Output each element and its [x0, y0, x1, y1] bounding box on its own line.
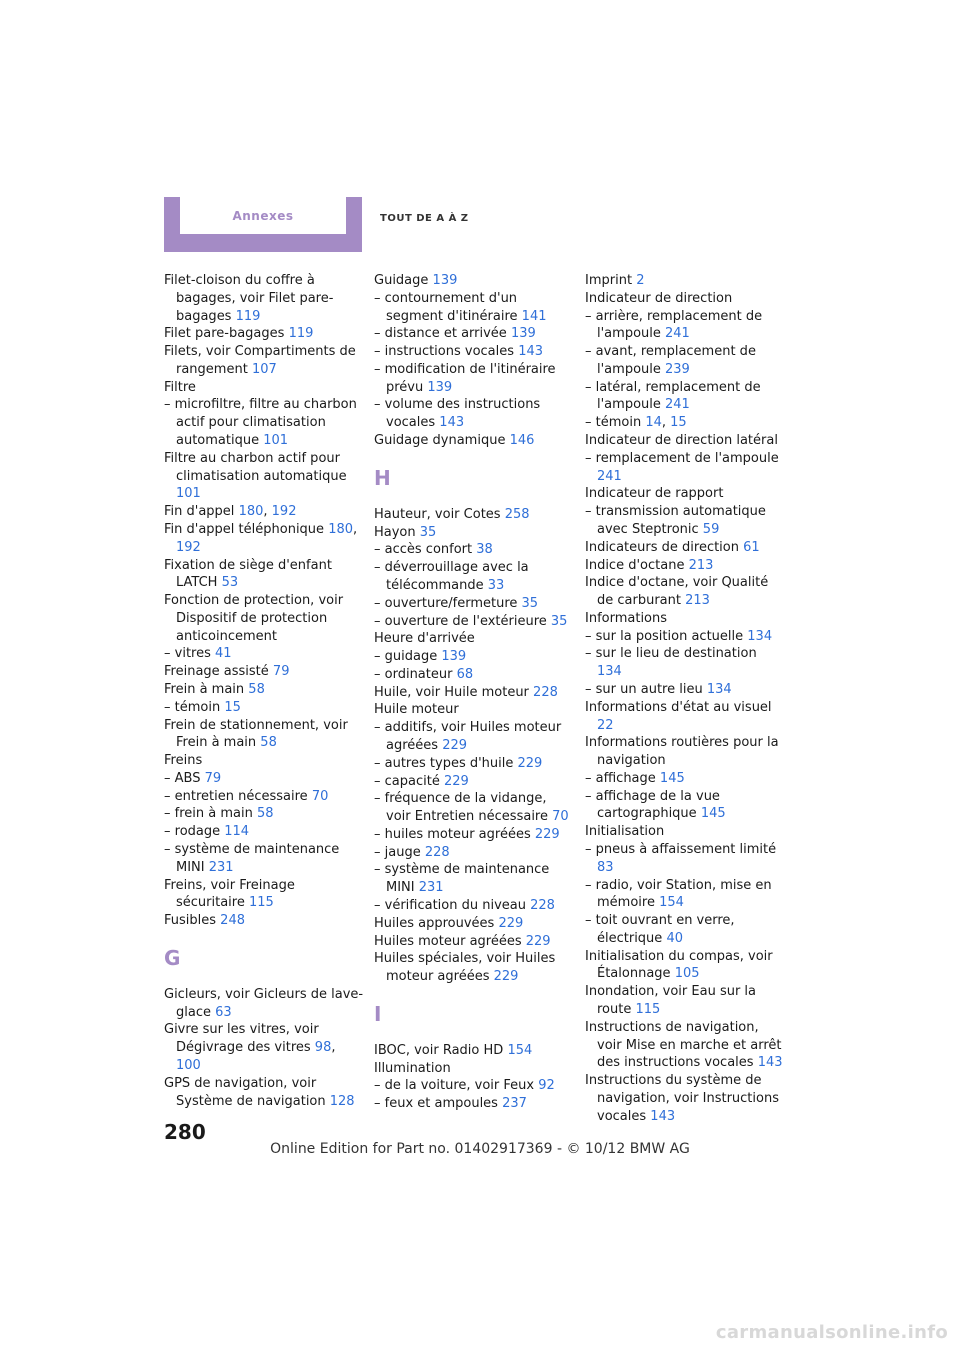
index-entry — [585, 681, 785, 699]
index-entry — [164, 272, 364, 325]
index-entry — [374, 396, 574, 432]
index-entry-text: – rodage — [164, 824, 221, 840]
page-link[interactable]: 139 — [427, 379, 453, 395]
index-entry — [374, 506, 574, 524]
page-link[interactable]: 14 — [645, 415, 662, 431]
section-tab — [164, 197, 362, 252]
index-entry — [585, 308, 785, 344]
index-entry — [374, 826, 574, 844]
page-link[interactable]: 134 — [706, 681, 732, 697]
index-entry-text: – contournement d'un segment d'itinéraire — [374, 290, 518, 324]
index-entry — [585, 1072, 785, 1125]
index-entry — [374, 755, 574, 773]
index-entry — [585, 770, 785, 788]
index-entry — [585, 645, 785, 681]
index-entry-text: Initialisation — [585, 824, 665, 840]
page-link[interactable]: 134 — [747, 628, 773, 644]
index-entry — [585, 610, 785, 628]
index-entry — [585, 557, 785, 575]
page-link[interactable]: 139 — [432, 273, 458, 288]
page-link[interactable]: 33 — [487, 577, 505, 593]
index-entry-text: Informations routières pour la navigation — [585, 735, 779, 769]
page-link[interactable]: 192 — [176, 539, 201, 555]
index-entry-text: – témoin — [585, 415, 642, 431]
index-entry — [585, 539, 785, 557]
section-letter: G — [164, 945, 181, 970]
index-entry: Fin d'appel téléphonique 180, 192 — [164, 521, 358, 555]
index-entry-text: – toit ouvrant en verre, électrique — [585, 913, 735, 946]
page-link[interactable]: 134 — [597, 664, 622, 680]
index-entry-text: – autres types d'huile — [374, 755, 514, 771]
index-entry — [374, 343, 574, 361]
index-entry — [164, 396, 364, 449]
index-entry-text: – système de maintenance MINI — [374, 862, 550, 896]
page-link[interactable]: 229 — [442, 737, 468, 753]
page-link[interactable]: 58 — [260, 735, 277, 751]
index-entry — [164, 450, 364, 503]
page-link[interactable]: 15 — [224, 699, 241, 715]
index-entry — [374, 559, 574, 595]
index-entry-text: Filtre — [164, 379, 196, 395]
section-letter: I — [374, 1001, 382, 1026]
index-entry — [585, 983, 785, 1019]
index-entry-text: – ordinateur — [374, 666, 453, 682]
page-link[interactable]: 241 — [597, 468, 622, 484]
index-entry — [585, 450, 785, 486]
page-link[interactable]: 229 — [443, 773, 469, 789]
index-entry — [585, 485, 785, 503]
index-entry — [374, 524, 574, 542]
page-link[interactable]: 63 — [215, 1004, 232, 1020]
index-entry — [585, 379, 785, 415]
footer-edition: Online Edition for Part no. 01402917369 - © 10/12 BMW AG — [270, 1141, 690, 1157]
index-entry-text: – ouverture de l'extérieure — [374, 613, 547, 629]
index-entry-text: – témoin — [164, 699, 221, 715]
page-link[interactable]: 231 — [208, 859, 234, 875]
index-entry-text: – fréquence de la vidange, voir Entretien nécessaire — [374, 791, 548, 825]
page-link[interactable]: 145 — [659, 770, 685, 786]
index-entry — [164, 788, 364, 806]
index-entry — [585, 343, 785, 379]
index-entry-text: – déverrouillage avec la télécommande — [374, 560, 529, 593]
index-entry-text: Huiles moteur agréées — [374, 933, 522, 949]
index-entry — [374, 719, 574, 755]
index-entry — [585, 699, 785, 735]
index-entry-text: Indice d'octane, voir Qualité de carburant — [585, 575, 769, 609]
index-entry — [164, 823, 364, 841]
index-entry-text: – jauge — [374, 844, 421, 860]
index-entry-text: – vérification du niveau — [374, 898, 526, 913]
page-link[interactable]: 229 — [517, 755, 543, 771]
index-entry-text: Instructions de navigation, voir Mise en marche et arrêt des instructions vocales — [585, 1019, 782, 1071]
page-link[interactable]: 68 — [456, 666, 474, 682]
index-entry-text: Fixation de siège d'enfant LATCH — [164, 557, 332, 591]
index-entry-text: Guidage dynamique — [374, 433, 506, 449]
index-entry-text: – transmission automatique avec Steptronic — [585, 504, 766, 537]
index-entry-text: – pneus à affaissement limité — [585, 842, 777, 857]
index-entry-text: Freins, voir Freinage sécuritaire — [164, 877, 295, 911]
page-link[interactable]: 213 — [688, 557, 714, 573]
index-entry — [374, 325, 574, 343]
page-link[interactable]: 143 — [757, 1055, 783, 1071]
page-link[interactable]: 141 — [521, 308, 547, 324]
page-link[interactable]: 101 — [176, 486, 201, 502]
page-header-title: TOUT DE A À Z — [380, 213, 469, 224]
index-entry-text: Gicleurs, voir Gicleurs de lave-glace — [164, 986, 364, 1020]
index-entry — [585, 948, 785, 984]
page-link[interactable]: 154 — [507, 1042, 533, 1058]
page-link[interactable]: 241 — [665, 326, 690, 342]
index-entry — [164, 343, 364, 379]
index-entry-text: – entretien nécessaire — [164, 788, 308, 804]
index-column-2 — [374, 272, 574, 1113]
page-link[interactable]: 79 — [204, 770, 222, 786]
index-entry — [585, 272, 785, 290]
index-entry-text: Indicateurs de direction — [585, 539, 739, 555]
page-link[interactable]: 248 — [220, 913, 245, 929]
index-entry-text: – radio, voir Station, mise en mémoire — [585, 877, 772, 911]
index-entry — [374, 361, 574, 397]
index-entry — [164, 1075, 364, 1111]
index-entry — [585, 823, 785, 841]
index-entry-text: Hayon — [374, 524, 416, 540]
index-entry-text: Indice d'octane — [585, 557, 685, 573]
page-link[interactable]: 92 — [538, 1078, 555, 1094]
index-entry — [164, 877, 364, 913]
index-entry — [374, 432, 574, 450]
index-entry — [164, 805, 364, 823]
index-entry-text: – guidage — [374, 649, 438, 665]
page-link[interactable]: 229 — [493, 969, 519, 985]
index-entry-text: – système de maintenance MINI — [164, 842, 340, 875]
index-entry-text: GPS de navigation, voir Système de navigation — [164, 1075, 326, 1109]
index-entry — [164, 681, 364, 699]
page-link[interactable]: 101 — [263, 433, 289, 449]
index-entry-text: – avant, remplacement de l'ampoule — [585, 344, 756, 377]
page-link[interactable]: 2 — [636, 273, 645, 288]
page-link[interactable]: 40 — [666, 930, 683, 946]
index-entry-text: Illumination — [374, 1060, 451, 1076]
index-entry — [585, 788, 785, 824]
index-entry-text: Guidage — [374, 273, 429, 288]
index-entry-text: Frein à main — [164, 681, 245, 697]
index-entry — [164, 752, 364, 770]
index-entry: – témoin 14, 15 — [585, 415, 687, 431]
index-entry-text: Huiles approuvées — [374, 915, 495, 931]
index-entry — [164, 663, 364, 681]
section-tab-inner — [180, 197, 346, 234]
index-entry — [374, 950, 574, 986]
index-entry-text: – affichage de la vue cartographique — [585, 788, 720, 822]
page-link[interactable]: 58 — [256, 806, 274, 822]
page-link[interactable]: 228 — [424, 844, 450, 860]
page-link[interactable]: 180 — [328, 521, 354, 537]
page-link[interactable]: 143 — [518, 344, 544, 360]
page-link[interactable]: 154 — [659, 895, 684, 911]
page-link[interactable]: 229 — [525, 933, 551, 949]
index-entry-text: Fonction de protection, voir Dispositif de protection anticoincement — [164, 593, 344, 644]
index-entry-text: – sur la position actuelle — [585, 628, 744, 644]
page-link[interactable]: 145 — [700, 806, 726, 822]
page-link[interactable]: 228 — [533, 684, 558, 700]
index-entry-text: Frein de stationnement, voir Frein à main — [164, 717, 348, 751]
index-entry — [164, 841, 364, 877]
index-entry-text: Informations d'état au visuel — [585, 699, 772, 715]
index-entry-text: Fusibles — [164, 913, 217, 929]
index-entry-text: Inondation, voir Eau sur la route — [585, 984, 757, 1018]
page-link[interactable]: 114 — [224, 824, 250, 840]
index-entry-text: – de la voiture, voir Feux — [374, 1078, 535, 1094]
index-entry-text: – ouverture/fermeture — [374, 595, 518, 611]
page-link[interactable]: 100 — [176, 1058, 201, 1074]
page-link[interactable]: 79 — [272, 664, 290, 680]
index-entry — [374, 648, 574, 666]
page-link[interactable]: 229 — [534, 826, 560, 842]
index-entry — [164, 986, 364, 1022]
index-entry — [374, 290, 574, 326]
page-link[interactable]: 119 — [288, 326, 314, 342]
index-entry-text: Informations — [585, 610, 668, 626]
index-entry — [374, 861, 574, 897]
index-entry-text: Huile moteur — [374, 702, 459, 718]
index-entry — [374, 1077, 574, 1095]
index-entry — [374, 666, 574, 684]
page-link[interactable]: 146 — [509, 433, 535, 449]
index-entry — [374, 1060, 574, 1078]
page-link[interactable]: 41 — [215, 646, 232, 662]
index-entry-text: Instructions du système de navigation, voir Instructions vocales — [585, 1073, 779, 1124]
page-link[interactable]: 139 — [510, 326, 536, 342]
index-entry-text: Freinage assisté — [164, 664, 269, 680]
index-entry-text: – microfiltre, filtre au charbon actif pour climatisation automatique — [164, 397, 357, 449]
index-entry-text: Fin d'appel téléphonique — [164, 521, 325, 537]
index-entry: Givre sur les vitres, voir Dégivrage des vitres 98, 100 — [164, 1022, 336, 1074]
index-entry-text: – instructions vocales — [374, 344, 515, 360]
index-entry — [164, 717, 364, 753]
index-entry-text: Filet-cloison du coffre à bagages, voir Filet pare-bagages — [164, 273, 334, 324]
index-entry-text: – feux et ampoules — [374, 1096, 498, 1112]
index-entry-text: – ABS — [164, 770, 201, 786]
index-entry — [374, 844, 574, 862]
index-entry — [164, 557, 364, 593]
page-link[interactable]: 241 — [665, 397, 690, 413]
index-entry — [164, 645, 364, 663]
page-link[interactable]: 139 — [441, 649, 467, 665]
index-entry-text: Imprint — [585, 273, 633, 288]
index-entry — [374, 541, 574, 559]
index-entry — [374, 773, 574, 791]
index-entry-text: Indicateur de rapport — [585, 486, 724, 502]
page-link[interactable]: 107 — [251, 361, 277, 377]
index-entry — [164, 325, 364, 343]
index-entry-text: Indicateur de direction latéral — [585, 433, 778, 449]
index-entry — [585, 503, 785, 539]
page-link[interactable]: 239 — [665, 361, 690, 377]
page-link[interactable]: 53 — [221, 575, 239, 591]
index-entry-text: Fin d'appel — [164, 504, 235, 520]
page-link[interactable]: 105 — [674, 966, 700, 982]
index-entry-text: – additifs, voir Huiles moteur agréées — [374, 720, 562, 753]
section-letter: H — [374, 465, 391, 490]
index-entry-text: Huiles spéciales, voir Huiles moteur agréées — [374, 951, 556, 985]
index-column-3 — [585, 272, 785, 1126]
index-entry — [374, 1042, 574, 1060]
index-entry-text: Filet pare-bagages — [164, 326, 285, 342]
page-number: 280 — [164, 1120, 206, 1144]
index-entry-text: – huiles moteur agréées — [374, 826, 531, 842]
index-entry — [374, 701, 574, 719]
index-entry — [374, 272, 574, 290]
page-link[interactable]: 70 — [552, 809, 569, 825]
page-link[interactable]: 35 — [419, 524, 437, 540]
page-link[interactable]: 143 — [650, 1108, 676, 1124]
index-entry — [374, 613, 574, 631]
page-link[interactable]: 228 — [530, 898, 555, 913]
page-link[interactable]: 192 — [271, 504, 297, 520]
index-entry-text: – modification de l'itinéraire prévu — [374, 361, 556, 395]
page-link[interactable]: 213 — [685, 593, 710, 609]
index-entry — [374, 595, 574, 613]
index-entry — [164, 379, 364, 397]
index-entry-text: Givre sur les vitres, voir Dégivrage des vitres — [164, 1022, 319, 1056]
page-link[interactable]: 119 — [235, 308, 261, 324]
index-entry-text: – sur le lieu de destination — [585, 646, 757, 662]
index-entry-text: – arrière, remplacement de l'ampoule — [585, 308, 763, 342]
index-entry-text: Heure d'arrivée — [374, 631, 475, 647]
page-link[interactable]: 128 — [329, 1093, 355, 1109]
index-entry-text: – remplacement de l'ampoule — [585, 450, 779, 466]
page-link[interactable]: 58 — [248, 681, 265, 697]
index-entry — [374, 915, 574, 933]
index-entry — [374, 630, 574, 648]
index-entry-text: Filets, voir Compartiments de rangement — [164, 344, 356, 377]
index-entry — [164, 699, 364, 717]
index-entry — [164, 770, 364, 788]
page-link[interactable]: 35 — [550, 613, 568, 629]
index-entry-text: – vitres — [164, 646, 211, 662]
page-link[interactable]: 15 — [670, 415, 687, 431]
page-link[interactable]: 83 — [597, 859, 614, 875]
index-entry-text: Initialisation du compas, voir Étalonnage — [585, 948, 773, 982]
index-entry-text: – accès confort — [374, 542, 473, 558]
index-entry-text: Freins — [164, 753, 203, 769]
index-entry — [585, 574, 785, 610]
page-link[interactable]: 143 — [439, 415, 465, 431]
index-entry — [585, 912, 785, 948]
index-entry — [374, 684, 574, 702]
index-entry-text: – distance et arrivée — [374, 326, 507, 342]
index-entry-text: – capacité — [374, 773, 440, 789]
page-link[interactable]: 115 — [635, 1002, 661, 1018]
index-entry — [164, 912, 364, 930]
index-entry — [164, 592, 364, 645]
index-entry-text: Hauteur, voir Cotes — [374, 506, 501, 522]
page-link[interactable]: 22 — [597, 717, 614, 733]
page-link[interactable]: 231 — [418, 880, 444, 896]
index-entry — [585, 734, 785, 770]
index-entry — [585, 628, 785, 646]
index-entry: Fin d'appel 180, 192 — [164, 504, 297, 520]
index-entry-text: Huile, voir Huile moteur — [374, 684, 529, 700]
index-entry-text: – volume des instructions vocales — [374, 397, 541, 431]
page-link[interactable]: 38 — [476, 542, 493, 558]
page-link[interactable]: 61 — [743, 539, 760, 555]
index-entry — [585, 432, 785, 450]
index-entry-text: – affichage — [585, 770, 656, 786]
index-entry-text: – latéral, remplacement de l'ampoule — [585, 379, 761, 413]
index-entry — [585, 877, 785, 913]
index-entry-text: IBOC, voir Radio HD — [374, 1042, 504, 1058]
index-entry — [585, 1019, 785, 1072]
index-entry — [374, 897, 574, 915]
section-tab-label: Annexes — [232, 208, 294, 223]
page-link[interactable]: 35 — [521, 595, 539, 611]
page-link[interactable]: 180 — [238, 504, 264, 520]
index-entry — [374, 790, 574, 826]
index-entry — [585, 841, 785, 877]
page-link[interactable]: 70 — [311, 788, 329, 804]
index-entry-text: – sur un autre lieu — [585, 681, 703, 697]
index-entry-text: Filtre au charbon actif pour climatisation automatique — [164, 450, 347, 484]
index-entry — [374, 1095, 574, 1113]
index-entry-text: – frein à main — [164, 806, 253, 822]
index-entry — [374, 933, 574, 951]
page-link[interactable]: 115 — [249, 895, 274, 911]
index-entry — [585, 290, 785, 308]
page-link[interactable]: 59 — [702, 521, 720, 537]
index-entry-text: Indicateur de direction — [585, 290, 733, 306]
page-link[interactable]: 258 — [504, 506, 530, 522]
page-link[interactable]: 229 — [498, 915, 524, 931]
watermark: carmanualsonline.info — [715, 1322, 948, 1343]
page-link[interactable]: 98 — [314, 1040, 332, 1056]
page-link[interactable]: 237 — [502, 1096, 527, 1112]
index-column-1 — [164, 272, 364, 1110]
